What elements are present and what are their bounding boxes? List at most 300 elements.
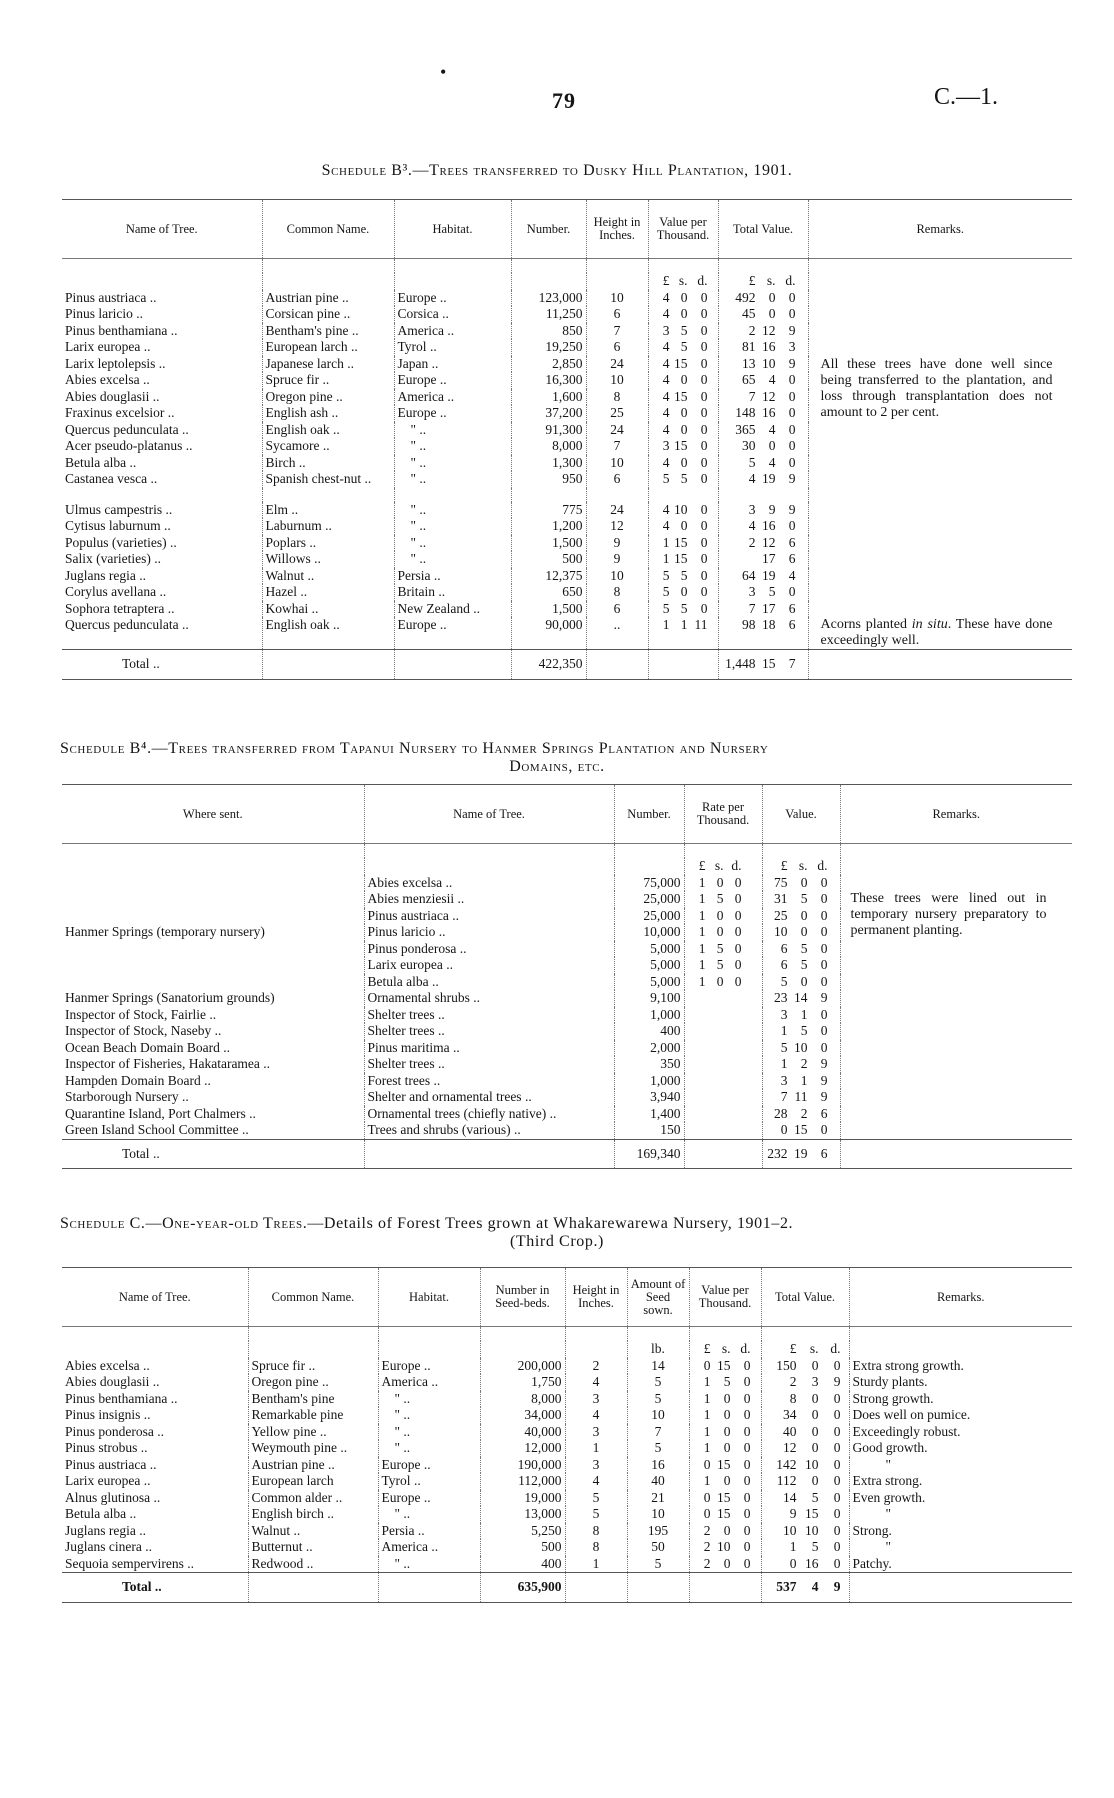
tree-name: Abies excelsa .. <box>62 372 262 389</box>
pence: 6 <box>788 617 796 632</box>
pounds: 112 <box>776 1473 797 1488</box>
total-number: 422,350 <box>511 650 586 680</box>
total-empty <box>689 1573 761 1603</box>
pence: 0 <box>820 1006 828 1022</box>
pounds: 45 <box>742 306 756 321</box>
shillings: 0 <box>680 306 688 321</box>
number: 112,000 <box>480 1473 565 1490</box>
shillings: 5 <box>680 339 688 354</box>
money-cell <box>648 306 718 323</box>
remarks-cell <box>808 601 1072 618</box>
common-name: Corsican pine .. <box>262 306 394 323</box>
pence: 0 <box>734 891 742 906</box>
height: 24 <box>586 422 648 439</box>
where-sent: Green Island School Committee .. <box>62 1122 364 1139</box>
pounds: 1 <box>703 1407 711 1422</box>
pounds: 3 <box>662 322 670 338</box>
height: 25 <box>586 405 648 422</box>
unit-shilling: s. <box>678 273 688 288</box>
shillings: 19 <box>794 1145 808 1161</box>
unit-pound: £ <box>789 1341 797 1356</box>
height: 7 <box>586 323 648 340</box>
pence: 0 <box>820 907 828 923</box>
pounds: 4 <box>662 289 670 305</box>
number: 500 <box>480 1539 565 1556</box>
pence: 0 <box>700 339 708 354</box>
height: 6 <box>586 339 648 356</box>
number: 12,375 <box>511 568 586 585</box>
shillings: 0 <box>800 907 808 923</box>
money-cell <box>761 1490 849 1507</box>
pence: 0 <box>820 924 828 939</box>
shillings: 0 <box>768 438 776 453</box>
pounds: 232 <box>767 1145 788 1161</box>
pounds: 1 <box>698 874 706 890</box>
money-cell <box>718 323 808 340</box>
common-name: Kowhai .. <box>262 601 394 618</box>
total-rate <box>684 1139 762 1169</box>
table-row <box>62 1106 1072 1123</box>
total-remarks <box>849 1573 1072 1603</box>
shillings: 0 <box>716 907 724 923</box>
shillings: 0 <box>680 584 688 599</box>
tree-name: Sophora tetraptera .. <box>62 601 262 618</box>
money-cell <box>689 1506 761 1523</box>
shillings: 16 <box>762 339 776 354</box>
pence: 0 <box>700 551 708 566</box>
money-cell <box>648 372 718 389</box>
spacer-row <box>62 488 1072 502</box>
shillings: 15 <box>674 388 688 404</box>
spacer <box>511 488 586 502</box>
pounds: 1 <box>703 1390 711 1406</box>
header-number: Number. <box>614 785 684 844</box>
tree-name: Cytisus laburnum .. <box>62 518 262 535</box>
page-header <box>0 62 1114 113</box>
tree-name: Pinus benthamiana .. <box>62 323 262 340</box>
money-cell <box>761 1523 849 1540</box>
remark-acorns-c: . These have done exceedingly well. <box>820 617 1053 648</box>
height: 24 <box>586 502 648 519</box>
shillings: 18 <box>762 617 776 632</box>
number: 1,500 <box>511 601 586 618</box>
pounds: 8 <box>789 1390 797 1406</box>
pence: 9 <box>788 355 796 371</box>
money-cell <box>761 1457 849 1474</box>
tree-name: Pinus austriaca .. <box>62 290 262 307</box>
height: 8 <box>586 584 648 601</box>
pounds: 5 <box>662 567 670 583</box>
number: 40,000 <box>480 1424 565 1441</box>
table-row <box>62 1023 1072 1040</box>
tree-name: Ornamental shrubs .. <box>364 990 614 1007</box>
shillings: 16 <box>805 1555 819 1571</box>
pence: 0 <box>700 600 708 616</box>
pounds: 5 <box>662 600 670 616</box>
height: 4 <box>565 1374 627 1391</box>
header-remarks: Remarks. <box>849 1268 1072 1327</box>
tree-name: Ulmus campestris .. <box>62 502 262 519</box>
pounds: 7 <box>748 388 756 404</box>
shillings: 5 <box>680 322 688 338</box>
seed: 50 <box>627 1539 689 1556</box>
pence: 11 <box>694 617 708 632</box>
unit-pound: £ <box>698 858 706 873</box>
pounds: 1 <box>698 957 706 972</box>
table-row <box>62 518 1072 535</box>
schedule-b3-table <box>62 199 1072 680</box>
pence: 3 <box>788 339 796 354</box>
number: 1,200 <box>511 518 586 535</box>
shillings: 15 <box>717 1506 731 1521</box>
shillings: 15 <box>762 656 776 671</box>
pence: 0 <box>820 1122 828 1137</box>
remarks <box>840 1106 1072 1123</box>
pounds: 1 <box>780 1023 788 1038</box>
pounds: 2 <box>789 1374 797 1389</box>
shillings: 5 <box>800 891 808 906</box>
height: 10 <box>586 372 648 389</box>
tree-name: Juglans cinera .. <box>62 1539 248 1556</box>
pounds: 3 <box>780 1072 788 1088</box>
shillings: 9 <box>768 501 776 517</box>
common-name: Remarkable pine <box>248 1407 378 1424</box>
table-row <box>62 1490 1072 1507</box>
money-cell <box>648 568 718 585</box>
where-sent: Inspector of Stock, Fairlie .. <box>62 1007 364 1024</box>
habitat: America .. <box>394 389 511 406</box>
shillings: 0 <box>716 924 724 939</box>
pence: 0 <box>820 1039 828 1055</box>
shillings: 0 <box>723 1407 731 1422</box>
total-height <box>586 650 648 680</box>
height: 5 <box>565 1506 627 1523</box>
pounds: 0 <box>703 1357 711 1373</box>
remarks: " <box>849 1539 1072 1556</box>
pounds: 12 <box>783 1440 797 1455</box>
table-row <box>62 568 1072 585</box>
pounds: 4 <box>662 405 670 420</box>
pence: 6 <box>788 600 796 616</box>
habitat: " .. <box>394 422 511 439</box>
pounds: 98 <box>742 617 756 632</box>
shillings: 1 <box>680 617 688 632</box>
header-total: Total Value. <box>761 1268 849 1327</box>
shillings: 10 <box>717 1539 731 1554</box>
table-row <box>62 1407 1072 1424</box>
pounds: 3 <box>780 1006 788 1022</box>
where-sent: Hanmer Springs (Sanatorium grounds) <box>65 990 275 1005</box>
number: 25,000 <box>614 908 684 925</box>
pounds: 1 <box>698 940 706 956</box>
habitat: Tyrol .. <box>378 1473 480 1490</box>
pence: 7 <box>788 656 796 671</box>
shillings: 15 <box>717 1456 731 1472</box>
pence: 9 <box>820 1056 828 1071</box>
pounds: 0 <box>703 1489 711 1505</box>
table-row <box>62 584 1072 601</box>
remarks: Exceedingly robust. <box>849 1424 1072 1441</box>
money-cell <box>689 1424 761 1441</box>
total-habitat <box>394 650 511 680</box>
remarks <box>840 1056 1072 1073</box>
remarks: Patchy. <box>849 1556 1072 1573</box>
money-cell <box>762 990 840 1007</box>
money-cell <box>761 1556 849 1573</box>
pence: 0 <box>833 1506 841 1521</box>
table-row <box>62 1073 1072 1090</box>
pounds: 40 <box>783 1423 797 1439</box>
money-cell <box>718 455 808 472</box>
total-empty <box>378 1573 480 1603</box>
number: 8,000 <box>511 438 586 455</box>
units-row <box>62 273 1072 290</box>
remark-acorns-italic: in situ <box>911 617 948 632</box>
shillings: 0 <box>680 518 688 533</box>
remarks <box>840 1089 1072 1106</box>
total-empty <box>248 1573 378 1603</box>
number: 91,300 <box>511 422 586 439</box>
pence: 0 <box>700 322 708 338</box>
habitat: " .. <box>394 502 511 519</box>
tree-name: Larix europea .. <box>62 1473 248 1490</box>
pence: 0 <box>700 471 708 486</box>
habitat: Europe .. <box>394 372 511 389</box>
pence: 0 <box>700 405 708 420</box>
header-seed: Amount of Seed sown. <box>627 1268 689 1327</box>
pounds: 148 <box>735 405 756 420</box>
number: 90,000 <box>511 617 586 650</box>
remarks-cell <box>808 551 1072 568</box>
pounds: 4 <box>748 471 756 486</box>
shillings: 3 <box>811 1374 819 1389</box>
seed: 40 <box>627 1473 689 1490</box>
pence: 6 <box>788 551 796 566</box>
number: 1,000 <box>614 1007 684 1024</box>
pence: 0 <box>743 1506 751 1521</box>
rate <box>684 1007 762 1024</box>
pence: 0 <box>734 973 742 989</box>
tree-name: Larix europea .. <box>364 957 614 974</box>
height: .. <box>586 617 648 650</box>
money-cell <box>689 1473 761 1490</box>
pence: 0 <box>700 518 708 533</box>
tree-name: Quercus pedunculata .. <box>62 617 262 650</box>
unit-pence: d. <box>817 858 828 873</box>
pounds: 14 <box>783 1489 797 1505</box>
height: 6 <box>586 306 648 323</box>
habitat: Europe .. <box>378 1358 480 1375</box>
pence: 0 <box>700 421 708 437</box>
number: 19,250 <box>511 339 586 356</box>
remark-acorns <box>821 617 1053 649</box>
shillings: 5 <box>768 584 776 599</box>
money-cell <box>648 455 718 472</box>
tree-name: Pinus austriaca .. <box>62 1457 248 1474</box>
common-name: Redwood .. <box>248 1556 378 1573</box>
number: 5,000 <box>614 941 684 958</box>
pence: 0 <box>833 1555 841 1571</box>
rate <box>684 1073 762 1090</box>
money-cell <box>684 941 762 958</box>
money-cell <box>762 1106 840 1123</box>
number: 75,000 <box>614 875 684 892</box>
table-row <box>62 551 1072 568</box>
tree-name: Pinus ponderosa .. <box>62 1424 248 1441</box>
schedule-c-title-line2: (Third Crop.) <box>509 1233 604 1250</box>
pence: 0 <box>788 306 796 321</box>
shillings: 0 <box>680 289 688 305</box>
rate <box>684 1040 762 1057</box>
pence: 9 <box>833 1579 841 1594</box>
common-name: Walnut .. <box>262 568 394 585</box>
pounds: 1 <box>703 1473 711 1488</box>
where-sent: Quarantine Island, Port Chalmers .. <box>62 1106 364 1123</box>
habitat: Japan .. <box>394 356 511 373</box>
table-row <box>62 617 1072 650</box>
pence: 0 <box>743 1357 751 1373</box>
remarks: Even growth. <box>849 1490 1072 1507</box>
pence: 0 <box>743 1539 751 1554</box>
table-row <box>62 1007 1072 1024</box>
unit-pound: £ <box>703 1341 711 1356</box>
money-cell <box>648 356 718 373</box>
total-row <box>62 1139 1072 1169</box>
pounds: 1 <box>662 534 670 550</box>
rate <box>684 1122 762 1139</box>
habitat: Europe .. <box>378 1490 480 1507</box>
pounds: 6 <box>780 957 788 972</box>
height: 3 <box>565 1424 627 1441</box>
height: 6 <box>586 471 648 488</box>
pounds: 142 <box>776 1456 797 1472</box>
total-row <box>62 1573 1072 1603</box>
seed: 21 <box>627 1490 689 1507</box>
seed: 5 <box>627 1556 689 1573</box>
pounds: 1 <box>703 1423 711 1439</box>
number: 850 <box>511 323 586 340</box>
shillings: 0 <box>800 973 808 989</box>
header-where: Where sent. <box>182 806 243 821</box>
shillings: 5 <box>800 940 808 956</box>
pence: 0 <box>788 421 796 437</box>
remarks <box>840 1122 1072 1139</box>
money-cell <box>689 1374 761 1391</box>
total-empty <box>627 1573 689 1603</box>
common-name: Austrian pine .. <box>248 1457 378 1474</box>
pence: 0 <box>700 388 708 404</box>
shillings: 0 <box>723 1522 731 1538</box>
total-common <box>262 650 394 680</box>
money-cell <box>762 957 840 974</box>
shillings: 0 <box>800 874 808 890</box>
money-cell <box>648 389 718 406</box>
shillings: 5 <box>800 957 808 972</box>
height: 8 <box>586 389 648 406</box>
header-height: Height in Inches. <box>565 1268 627 1327</box>
money-cell <box>689 1556 761 1573</box>
remarks-cell <box>808 568 1072 585</box>
shillings: 0 <box>680 454 688 470</box>
pounds: 4 <box>662 421 670 437</box>
remarks: Does well on pumice. <box>849 1407 1072 1424</box>
habitat: " .. <box>394 438 511 455</box>
money-cell <box>761 1407 849 1424</box>
height: 8 <box>565 1523 627 1540</box>
pounds: 4 <box>662 518 670 533</box>
shillings: 15 <box>717 1489 731 1505</box>
table-row <box>62 1374 1072 1391</box>
pence: 0 <box>833 1440 841 1455</box>
seed: 10 <box>627 1506 689 1523</box>
money-cell <box>648 471 718 488</box>
header-rate: Rate per Thousand. <box>684 785 762 844</box>
pence: 0 <box>734 924 742 939</box>
shillings: 15 <box>717 1357 731 1373</box>
pence: 0 <box>788 584 796 599</box>
money-cell <box>718 584 808 601</box>
common-name: Yellow pine .. <box>248 1424 378 1441</box>
seed: 5 <box>627 1374 689 1391</box>
money-cell <box>762 1007 840 1024</box>
number: 12,000 <box>480 1440 565 1457</box>
unit-pence: d. <box>785 273 796 288</box>
pounds: 1 <box>698 891 706 906</box>
pounds: 6 <box>780 940 788 956</box>
table-row <box>62 290 1072 307</box>
pence: 0 <box>833 1423 841 1439</box>
group-remark: These trees were lined out in temporary nursery preparatory to permanent planting. <box>850 890 1047 938</box>
common-name: Hazel .. <box>262 584 394 601</box>
header-remarks: Remarks. <box>840 785 1072 844</box>
tree-name: Pinus laricio .. <box>62 306 262 323</box>
tree-name: Juglans regia .. <box>62 568 262 585</box>
remarks <box>840 1040 1072 1057</box>
common-name: Sycamore .. <box>262 438 394 455</box>
shillings: 19 <box>762 567 776 583</box>
money-cell <box>684 957 762 974</box>
tree-name: Betula alba .. <box>364 974 614 991</box>
pence: 0 <box>734 907 742 923</box>
number: 1,400 <box>614 1106 684 1123</box>
habitat: " .. <box>378 1506 480 1523</box>
table-row <box>62 1358 1072 1375</box>
tree-name: Ornamental trees (chiefly native) .. <box>364 1106 614 1123</box>
tree-name: Betula alba .. <box>62 1506 248 1523</box>
pounds: 1 <box>698 907 706 923</box>
money-cell <box>718 389 808 406</box>
table-row <box>62 1457 1072 1474</box>
habitat: " .. <box>394 535 511 552</box>
money-cell <box>718 617 808 650</box>
shillings: 12 <box>762 534 776 550</box>
shillings: 14 <box>794 990 808 1005</box>
money-cell <box>648 535 718 552</box>
shillings: 0 <box>768 289 776 305</box>
habitat: Europe .. <box>378 1457 480 1474</box>
pounds: 5 <box>780 1039 788 1055</box>
tree-name: Acer pseudo-platanus .. <box>62 438 262 455</box>
pence: 0 <box>820 940 828 956</box>
pence: 0 <box>788 405 796 420</box>
where-sent: Ocean Beach Domain Board .. <box>62 1040 364 1057</box>
habitat: New Zealand .. <box>394 601 511 618</box>
shillings: 0 <box>680 372 688 387</box>
height: 10 <box>586 455 648 472</box>
pence: 0 <box>743 1522 751 1538</box>
shillings: 15 <box>674 355 688 371</box>
shillings: 0 <box>811 1473 819 1488</box>
